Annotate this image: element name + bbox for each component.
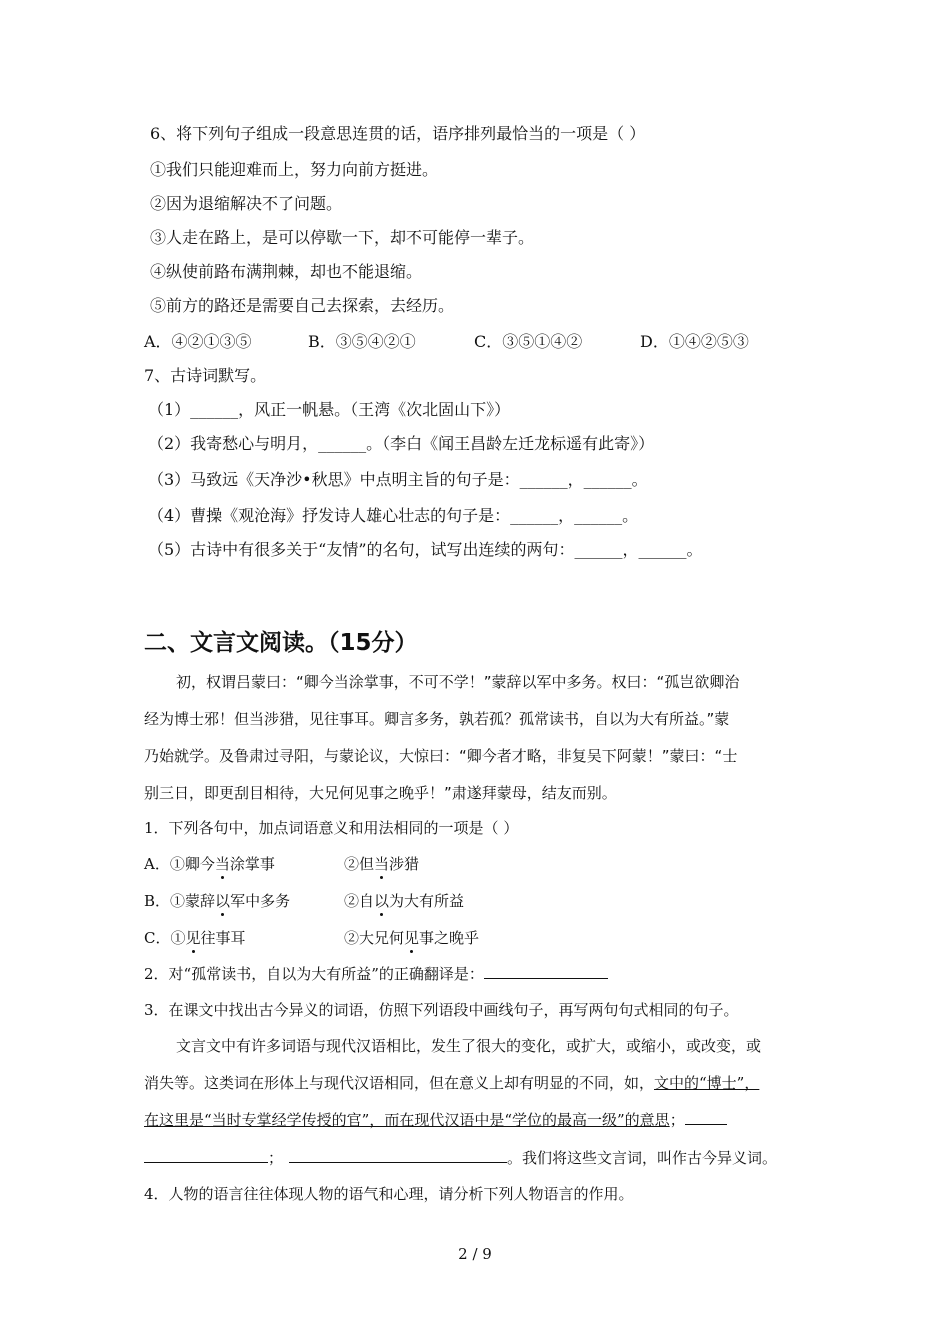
page-number: 2 / 9 xyxy=(458,1245,492,1263)
option-c-label: C． xyxy=(144,929,171,947)
dotted-word: 以 xyxy=(374,892,390,910)
q6-sentence-4: ④纵使前路布满荆棘，却也不能退缩。 xyxy=(150,262,423,281)
q7-item-1: （1）______，风正一帆悬。（王湾《次北固山下》） xyxy=(148,400,511,419)
q7-item-2: （2）我寄愁心与明月，______。（李白《闻王昌龄左迁龙标遥有此寄》） xyxy=(148,434,655,453)
dotted-word: 当 xyxy=(374,855,390,873)
sub-q1-stem: 1．下列各句中，加点词语意义和用法相同的一项是（ ） xyxy=(144,819,519,837)
q6-option-a: A．④②①③⑤ xyxy=(144,332,252,351)
sub-q2-stem: 2．对“孤常读书，自以为大有所益”的正确翻译是： xyxy=(144,965,484,983)
sub-q1-option-a: A．①卿今当涂掌事 xyxy=(144,855,275,873)
answer-blank[interactable] xyxy=(289,1148,507,1163)
passage-line-2: 经为博士邪！但当涉猎，见往事耳。卿言多务，孰若孤？孤常读书，自以为大有所益。”蒙 xyxy=(144,710,730,728)
answer-blank[interactable] xyxy=(685,1110,727,1125)
passage-line-1: 初，权谓吕蒙曰：“卿今当涂掌事，不可不学！”蒙辞以军中多务。权曰：“孤岂欲卿治 xyxy=(176,673,740,691)
sub-q1-option-c: C．①见往事耳 xyxy=(144,929,246,947)
dotted-word: 见 xyxy=(404,929,420,947)
sub-q1-option-b: B．①蒙辞以军中多务 xyxy=(144,892,291,910)
answer-blank[interactable] xyxy=(144,1148,268,1163)
underlined-example-cont: 在这里是“当时专掌经学传授的官”，而在现代汉语中是“学位的最高一级”的意思 xyxy=(144,1111,670,1129)
section-title: 二、文言文阅读。（15分） xyxy=(144,630,418,656)
sub-q3-line-2: 消失等。这类词在形体上与现代汉语相同，但在意义上却有明显的不同，如，文中的“博士”， xyxy=(144,1074,760,1092)
underlined-example: 文中的“博士”， xyxy=(654,1074,760,1092)
dotted-word: 以 xyxy=(215,892,231,910)
q6-stem: 6、将下列句子组成一段意思连贯的话，语序排列最恰当的一项是（ ） xyxy=(150,124,646,143)
sub-q2 xyxy=(144,964,608,984)
sub-q3-line-4: ； 。我们将这些文言词，叫作古今异义词。 xyxy=(144,1148,777,1168)
q7-stem: 7、古诗词默写。 xyxy=(144,366,267,385)
q6-option-d: D．①④②⑤③ xyxy=(640,332,749,351)
q6-sentence-1: ①我们只能迎难而上，努力向前方挺进。 xyxy=(150,160,439,179)
q7-item-5: （5）古诗中有很多关于“友情”的名句，试写出连续的两句：______，______。 xyxy=(148,540,703,559)
dotted-word: 见 xyxy=(185,929,201,947)
sub-q1-option-a-second: ②但当涉猎 xyxy=(344,855,420,873)
passage-line-3: 乃始就学。及鲁肃过寻阳，与蒙论议，大惊曰：“卿今者才略，非复吴下阿蒙！”蒙曰：“士 xyxy=(144,747,738,765)
q7-item-3: （3）马致远《天净沙•秋思》中点明主旨的句子是：______，______。 xyxy=(148,470,648,489)
q6-sentence-5: ⑤前方的路还是需要自己去探索，去经历。 xyxy=(150,296,455,315)
q6-option-c: C．③⑤①④② xyxy=(474,332,583,351)
answer-blank[interactable] xyxy=(484,964,608,979)
dotted-word: 当 xyxy=(214,855,230,873)
sub-q1-option-b-second: ②自以为大有所益 xyxy=(344,892,465,910)
q7-item-4: （4）曹操《观沧海》抒发诗人雄心壮志的句子是：______，______。 xyxy=(148,506,639,525)
sub-q3-line-3: 在这里是“当时专掌经学传授的官”，而在现代汉语中是“学位的最高一级”的意思； xyxy=(144,1110,727,1130)
q6-sentence-2: ②因为退缩解决不了问题。 xyxy=(150,194,343,213)
sub-q4-stem: 4．人物的语言往往体现人物的语气和心理，请分析下列人物语言的作用。 xyxy=(144,1185,634,1203)
sub-q3-stem: 3．在课文中找出古今异义的词语，仿照下列语段中画线句子，再写两句句式相同的句子。 xyxy=(144,1001,739,1019)
q6-sentence-3: ③人走在路上，是可以停歇一下，却不可能停一辈子。 xyxy=(150,228,535,247)
q6-option-b: B．③⑤④②① xyxy=(308,332,416,351)
passage-line-4: 别三日，即更刮目相待，大兄何见事之晚乎！”肃遂拜蒙母，结友而别。 xyxy=(144,784,617,802)
option-a-label: A． xyxy=(144,855,170,873)
option-b-label: B． xyxy=(144,892,171,910)
sub-q3-line-1: 文言文中有许多词语与现代汉语相比，发生了很大的变化，或扩大，或缩小，或改变，或 xyxy=(176,1037,762,1055)
sub-q1-option-c-second: ②大兄何见事之晚乎 xyxy=(344,929,480,947)
